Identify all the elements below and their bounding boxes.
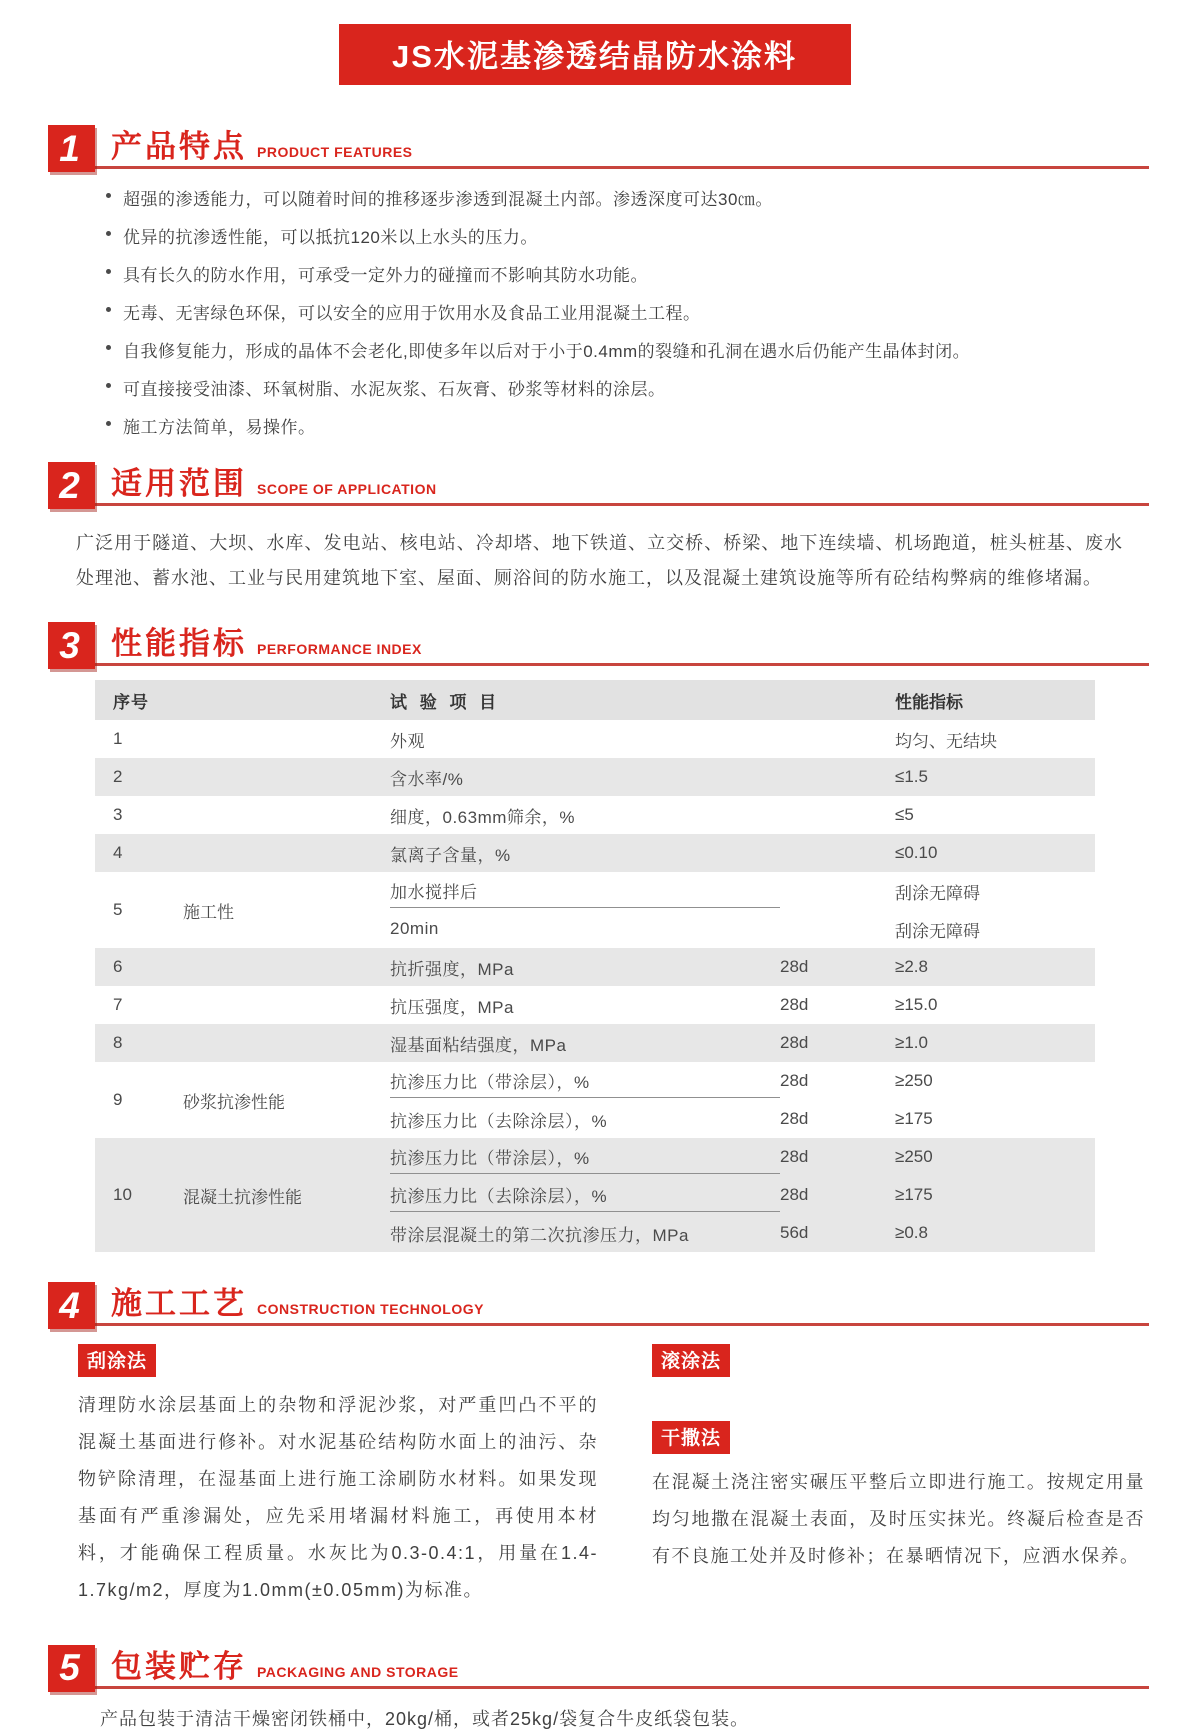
row-item-line [390, 1214, 1095, 1252]
feature-item: 具有长久的防水作用，可承受一定外力的碰撞而不影响其防水功能。 [106, 261, 1129, 286]
method-roller-coating [652, 1344, 1145, 1377]
table-row [95, 986, 1095, 1024]
row-item-line [390, 834, 1095, 872]
test-item-name: 外观 [390, 731, 425, 751]
test-item-age: 28d [780, 957, 809, 977]
row-item-line [390, 948, 1095, 986]
row-number: 2 [113, 767, 123, 787]
method-text: 在混凝土浇注密实碾压平整后立即进行施工。按规定用量均匀地撒在混凝土表面，及时压实抹光。终凝后检查是否有不良施工处并及时修补；在暴晒情况下，应洒水保养。 [652, 1472, 1145, 1566]
test-item-name: 加水搅拌后 [390, 874, 780, 908]
method-label: 刮涂法 [78, 1344, 156, 1377]
table-row [95, 758, 1095, 796]
row-number: 7 [113, 995, 123, 1015]
test-item-name: 抗渗压力比（去除涂层），% [390, 1111, 608, 1131]
section-header-construction [48, 1282, 1149, 1326]
section-number-badge: 4 [48, 1282, 95, 1329]
section-subtitle: PRODUCT FEATURES [257, 144, 413, 160]
row-category [155, 720, 390, 758]
section-number-badge: 2 [48, 462, 95, 509]
table-row [95, 1024, 1095, 1062]
construction-columns [78, 1344, 1145, 1608]
test-item-name: 抗渗压力比（去除涂层），% [390, 1178, 780, 1212]
table-row [95, 1138, 1095, 1252]
row-number: 6 [113, 957, 123, 977]
test-item-name: 20min [390, 919, 439, 939]
table-body [95, 720, 1095, 1252]
row-item-line [390, 1062, 1095, 1100]
section-title: 适用范围 [111, 466, 247, 501]
table-row [95, 834, 1095, 872]
test-item-name: 抗渗压力比（带涂层），% [390, 1140, 780, 1174]
section-subtitle: SCOPE OF APPLICATION [257, 481, 437, 497]
test-item-index: ≥250 [895, 1071, 933, 1091]
method-dry-sprinkle [652, 1421, 1145, 1575]
row-item-line [390, 986, 1095, 1024]
table-row [95, 720, 1095, 758]
test-item-age: 28d [780, 1147, 809, 1167]
section-number-badge: 5 [48, 1645, 95, 1692]
column-header-spacer [155, 680, 390, 720]
method-text: 清理防水涂层基面上的杂物和浮泥沙浆，对严重凹凸不平的混凝土基面进行修补。对水泥基砼结构防水面上的油污、杂物铲除清理，在湿基面上进行施工涂刷防水材料。如果发现基面有严重渗漏处，应先采用堵漏材料施工，再使用本材料，才能确保工程质量。水灰比为0.3-0.4:1，用量在1.4-1.7kg/m2，厚度为1.0mm(±0.05mm)为标准。 [78, 1395, 598, 1600]
test-item-index: ≥0.8 [895, 1223, 928, 1243]
test-item-index: ≤0.10 [895, 843, 938, 863]
row-items [390, 1138, 1095, 1252]
row-items [390, 834, 1095, 872]
table-row [95, 872, 1095, 948]
row-category [155, 1024, 390, 1062]
test-item-name: 湿基面粘结强度，MPa [390, 1035, 567, 1055]
table-row [95, 948, 1095, 986]
row-items [390, 948, 1095, 986]
row-item-line [390, 1100, 1095, 1138]
feature-item: 无毒、无害绿色环保，可以安全的应用于饮用水及食品工业用混凝土工程。 [106, 299, 1129, 324]
row-category [155, 796, 390, 834]
row-category [155, 986, 390, 1024]
row-number: 8 [113, 1033, 123, 1053]
test-item-index: 刮涂无障碍 [895, 883, 980, 903]
section-subtitle: PACKAGING AND STORAGE [257, 1663, 459, 1680]
row-item-line [390, 872, 1095, 910]
construction-left-column [78, 1344, 598, 1608]
row-items [390, 796, 1095, 834]
row-category [155, 948, 390, 986]
features-list [106, 185, 1129, 438]
section-header-product-features [48, 125, 1149, 169]
feature-item: 优异的抗渗透性能，可以抵抗120米以上水头的压力。 [106, 223, 1129, 248]
test-item-index: 刮涂无障碍 [895, 921, 980, 941]
test-item-age: 56d [780, 1223, 809, 1243]
test-item-index: ≥1.0 [895, 1033, 928, 1053]
section-number-badge: 3 [48, 622, 95, 669]
feature-item: 自我修复能力，形成的晶体不会老化,即使多年以后对于小于0.4mm的裂缝和孔洞在遇水后仍能产生晶体封闭。 [106, 337, 1129, 362]
row-category: 施工性 [183, 902, 234, 922]
section-header-performance [48, 622, 1149, 666]
column-header-index: 性能指标 [895, 692, 963, 712]
row-number: 3 [113, 805, 123, 825]
row-items [390, 1024, 1095, 1062]
row-item-line [390, 720, 1095, 758]
performance-table [95, 680, 1095, 1252]
test-item-index: ≤5 [895, 805, 914, 825]
section-subtitle: CONSTRUCTION TECHNOLOGY [257, 1301, 484, 1318]
row-category [155, 834, 390, 872]
section-subtitle: PERFORMANCE INDEX [257, 641, 422, 658]
test-item-name: 含水率/% [390, 769, 464, 789]
test-item-name: 抗渗压力比（带涂层），% [390, 1064, 780, 1098]
test-item-index: ≥175 [895, 1109, 933, 1129]
section-header-scope [48, 462, 1149, 506]
page-title: JS水泥基渗透结晶防水涂料 [392, 39, 797, 74]
feature-item: 施工方法简单，易操作。 [106, 413, 1129, 438]
construction-right-column [652, 1344, 1145, 1608]
row-number: 5 [113, 900, 123, 920]
row-number: 1 [113, 729, 123, 749]
row-item-line [390, 910, 1095, 948]
test-item-age: 28d [780, 1109, 809, 1129]
section-title: 施工工艺 [111, 1286, 247, 1322]
test-item-name: 带涂层混凝土的第二次抗渗压力，MPa [390, 1225, 689, 1245]
row-number: 4 [113, 843, 123, 863]
packaging-paragraph: 产品包装于清洁干燥密闭铁桶中，20kg/桶，或者25kg/袋复合牛皮纸袋包装。 [100, 1708, 750, 1729]
table-row [95, 1062, 1095, 1138]
row-number: 10 [113, 1185, 132, 1205]
method-scrape-coating [78, 1344, 598, 1608]
feature-item: 可直接接受油漆、环氧树脂、水泥灰浆、石灰膏、砂浆等材料的涂层。 [106, 375, 1129, 400]
test-item-age: 28d [780, 995, 809, 1015]
method-label: 干撒法 [652, 1421, 730, 1454]
test-item-index: ≥2.8 [895, 957, 928, 977]
row-item-line [390, 1176, 1095, 1214]
scope-paragraph: 广泛用于隧道、大坝、水库、发电站、核电站、冷却塔、地下铁道、立交桥、桥梁、地下连续墙、机场跑道，桩头桩基、废水处理池、蓄水池、工业与民用建筑地下室、屋面、厕浴间的防水施工，以及混凝土建筑设施等所有砼结构弊病的维修堵漏。 [76, 533, 1123, 589]
row-items [390, 720, 1095, 758]
test-item-age: 28d [780, 1033, 809, 1053]
row-category: 混凝土抗渗性能 [183, 1187, 302, 1207]
row-category: 砂浆抗渗性能 [183, 1092, 285, 1112]
table-header-row [95, 680, 1095, 720]
section-title: 性能指标 [111, 626, 247, 662]
test-item-age: 28d [780, 1071, 809, 1091]
test-item-age: 28d [780, 1185, 809, 1205]
row-item-line [390, 758, 1095, 796]
row-item-line [390, 1138, 1095, 1176]
section-header-packaging [48, 1645, 1149, 1689]
row-item-line [390, 796, 1095, 834]
test-item-index: ≤1.5 [895, 767, 928, 787]
row-number: 9 [113, 1090, 123, 1110]
feature-item: 超强的渗透能力，可以随着时间的推移逐步渗透到混凝土内部。渗透深度可达30㎝。 [106, 185, 1129, 210]
test-item-index: ≥175 [895, 1185, 933, 1205]
row-items [390, 872, 1095, 948]
test-item-index: ≥250 [895, 1147, 933, 1167]
test-item-index: 均匀、无结块 [895, 731, 997, 751]
row-items [390, 986, 1095, 1024]
row-items [390, 758, 1095, 796]
test-item-name: 细度，0.63mm筛余，% [390, 807, 576, 827]
column-header-no: 序号 [113, 692, 149, 712]
test-item-index: ≥15.0 [895, 995, 938, 1015]
title-banner [339, 24, 851, 85]
section-title: 产品特点 [111, 129, 247, 164]
row-category [155, 758, 390, 796]
method-label: 滚涂法 [652, 1344, 730, 1377]
row-items [390, 1062, 1095, 1138]
row-item-line [390, 1024, 1095, 1062]
test-item-name: 抗折强度，MPa [390, 959, 514, 979]
test-item-name: 抗压强度，MPa [390, 997, 514, 1017]
section-title: 包装贮存 [111, 1648, 247, 1684]
section-number-badge: 1 [48, 125, 95, 172]
column-header-item: 试 验 项 目 [390, 692, 501, 712]
table-row [95, 796, 1095, 834]
test-item-name: 氯离子含量，% [390, 845, 511, 865]
